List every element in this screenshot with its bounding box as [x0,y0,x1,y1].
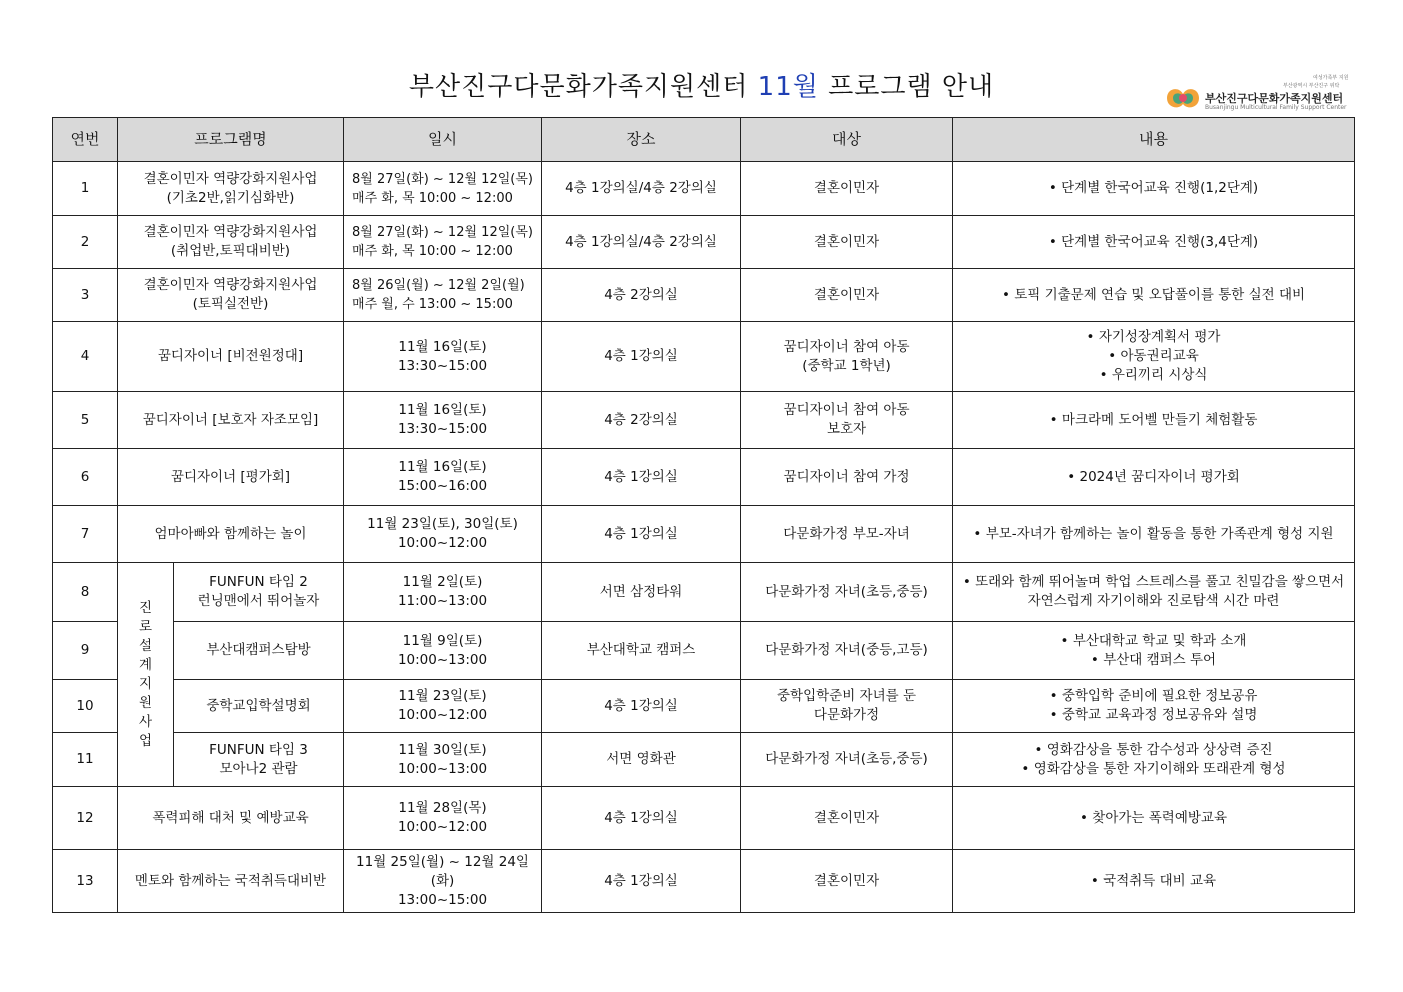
program-name [118,216,344,269]
program-date-line: 8월 27일(화) ~ 12월 12일(목) [352,171,533,187]
program-content-item: • 부모-자녀가 함께하는 놀이 활동을 통한 가족관계 형성 지원 [957,525,1350,544]
program-place [542,216,741,269]
program-place [542,269,741,322]
program-place [542,622,741,680]
program-target-line: 꿈디자이너 참여 아동 [783,338,910,355]
group-label-char: 사 [138,713,153,730]
program-name-line: (기초2반,읽기심화반) [166,189,295,206]
program-target [741,392,953,449]
program-content [953,563,1355,622]
program-content-item: • 국적취득 대비 교육 [957,872,1350,891]
program-date-line: 11월 28일(목) [398,800,487,816]
group-label-char: 업 [138,732,153,749]
header-date: 일시 [344,118,542,162]
program-place [542,733,741,787]
program-target-line: 결혼이민자 [813,233,880,250]
logo-sponsor-line: 여성가족부 지원 [1313,75,1349,81]
program-place-line: 부산대학교 캠퍼스 [586,642,696,658]
program-content-item: • 단계별 한국어교육 진행(1,2단계) [957,179,1350,198]
program-target-line: (중학교 1학년) [802,357,891,374]
program-target-line: 꿈디자이너 참여 아동 [783,402,910,418]
program-name [118,449,344,506]
table-row [53,392,1355,449]
program-content-item: • 부산대학교 학교 및 학과 소개 [957,632,1350,651]
group-label-char: 로 [138,618,153,635]
logo-emblem-icon [1163,82,1203,112]
table-row [53,680,1355,733]
row-number: 10 [53,680,118,733]
title-month: 11월 [757,72,819,102]
row-number: 8 [53,563,118,622]
program-place-line: 4층 1강의실 [604,809,678,826]
program-date [344,269,542,322]
program-content [953,216,1355,269]
program-name [118,392,344,449]
program-date-line: 11월 9일(토) [402,632,483,649]
program-place [542,787,741,850]
table-row [53,733,1355,787]
table-row [53,269,1355,322]
program-table [52,117,1355,913]
program-date [344,733,542,787]
program-target-line: 결혼이민자 [813,809,880,826]
row-number: 9 [53,622,118,680]
program-date [344,563,542,622]
program-place [542,322,741,392]
program-content-item: • 부산대 캠퍼스 투어 [957,651,1350,670]
program-target-line: 다문화가정 자녀(초등,중등) [765,583,928,600]
program-date [344,850,542,913]
program-date-line: 11월 16일(토) [398,402,487,418]
group-label-char: 지 [138,675,153,692]
program-target-line: 결혼이민자 [813,286,880,303]
logo-operator-line: 부산광역시 부산진구 위탁 [1283,83,1340,89]
program-date [344,162,542,216]
program-date-line: 15:00~16:00 [397,478,488,494]
program-place-line: 4층 1강의실/4층 2강의실 [565,180,717,196]
program-content [953,269,1355,322]
program-date-line: 8월 27일(화) ~ 12월 12일(목) [352,225,533,240]
group-label-char: 진 [138,599,153,616]
program-date [344,787,542,850]
program-name-line: 멘토와 함께하는 국적취득대비반 [134,872,327,889]
row-number: 7 [53,506,118,563]
program-name [174,680,344,733]
row-number: 3 [53,269,118,322]
table-row [53,449,1355,506]
program-target [741,622,953,680]
row-number: 4 [53,322,118,392]
program-place-line: 4층 1강의실 [604,872,678,889]
program-target-line: 보호자 [826,421,867,437]
program-place-line: 4층 1강의실 [604,697,678,714]
program-content [953,449,1355,506]
program-date [344,506,542,563]
program-content-item: • 우리끼리 시상식 [957,366,1350,385]
program-date-line: 11:00~13:00 [397,593,488,609]
program-name [118,787,344,850]
program-content-item: • 단계별 한국어교육 진행(3,4단계) [957,233,1350,252]
program-date [344,680,542,733]
table-row [53,162,1355,216]
row-number: 5 [53,392,118,449]
program-target-line: 다문화가정 자녀(중등,고등) [765,642,928,658]
program-name-line: FUNFUN 타임 3 [209,741,308,758]
program-content-item: • 아동권리교육 [957,347,1350,366]
program-date-line: 13:30~15:00 [397,357,488,374]
program-name [118,322,344,392]
header-row [53,118,1355,162]
program-date-line: 매주 화, 목 10:00 ~ 12:00 [352,190,513,206]
program-name [118,269,344,322]
program-date-line: 10:00~13:00 [397,651,488,668]
title-prefix: 부산진구다문화가족지원센터 [408,72,749,102]
program-content [953,322,1355,392]
program-content-item: • 자기성장계획서 평가 [957,328,1350,347]
header-target: 대상 [741,118,953,162]
program-date-line: 매주 월, 수 13:00 ~ 15:00 [352,297,513,312]
table-row [53,322,1355,392]
program-target-line: 중학입학준비 자녀를 둔 [777,688,917,704]
program-date-line: 11월 16일(토) [398,338,487,355]
program-place [542,563,741,622]
table-row [53,563,1355,622]
program-place [542,449,741,506]
program-name-line: 엄마아빠와 함께하는 놀이 [154,525,307,542]
title-suffix: 프로그램 안내 [828,72,995,102]
program-target-line: 다문화가정 부모-자녀 [783,525,910,542]
row-number: 12 [53,787,118,850]
program-name-line: 꿈디자이너 [보호자 자조모임] [142,411,319,428]
program-content-item: • 2024년 꿈디자이너 평가회 [957,468,1350,487]
program-target [741,449,953,506]
program-content [953,733,1355,787]
row-number: 2 [53,216,118,269]
program-date-line: 10:00~12:00 [397,707,488,723]
program-name-line: 꿈디자이너 [비전원정대] [157,348,304,364]
program-date-line: 매주 화, 목 10:00 ~ 12:00 [352,244,513,259]
program-target-line: 꿈디자이너 참여 가정 [783,468,910,485]
program-content-item: • 또래와 함께 뛰어놀며 학업 스트레스를 풀고 친밀감을 쌓으면서 자연스럽게 자기이해와 진로탐색 시간 마련 [957,573,1350,611]
program-target [741,733,953,787]
program-name [118,162,344,216]
program-target [741,850,953,913]
program-date-line: 13:30~15:00 [397,421,488,437]
program-content [953,506,1355,563]
group-label-char: 계 [138,656,153,673]
group-label-char: 원 [138,694,153,711]
program-date-line: 11월 23일(토) [398,688,487,704]
header-content: 내용 [953,118,1355,162]
program-date-line: 8월 26일(월) ~ 12월 2일(월) [352,278,525,293]
center-logo [1163,74,1353,114]
program-date-line: 11월 25일(월) ~ 12월 24일(화) [356,853,529,889]
program-name-line: 중학교입학설명회 [206,697,311,714]
program-target-line: 결혼이민자 [813,872,880,889]
logo-center-name: 부산진구다문화가족지원센터 [1205,92,1344,105]
program-place [542,506,741,563]
program-date-line: 11월 16일(토) [398,459,487,475]
program-content-item: • 찾아가는 폭력예방교육 [957,809,1350,828]
program-name-line: (토픽실전반) [192,296,269,312]
program-date-line: 10:00~12:00 [397,819,488,835]
program-place-line: 4층 1강의실 [604,468,678,485]
program-target [741,506,953,563]
program-content-item: • 영화감상을 통한 감수성과 상상력 증진 [957,741,1350,760]
table-row [53,622,1355,680]
row-number: 1 [53,162,118,216]
program-name-line: 폭력피해 대처 및 예방교육 [152,809,309,826]
program-name [118,506,344,563]
program-target-line: 다문화가정 자녀(초등,중등) [765,751,928,767]
program-place-line: 4층 1강의실/4층 2강의실 [565,233,717,250]
program-place-line: 서면 영화관 [606,751,676,767]
program-target [741,216,953,269]
logo-english-name: Busanjingu Multicultural Family Support Center [1205,104,1347,111]
program-content [953,787,1355,850]
program-place-line: 4층 2강의실 [604,411,678,428]
program-content-item: • 영화감상을 통한 자기이해와 또래관계 형성 [957,760,1350,779]
program-name-line: 부산대캠퍼스탐방 [206,642,311,658]
program-date [344,449,542,506]
table-row [53,216,1355,269]
row-number: 11 [53,733,118,787]
program-place-line: 4층 2강의실 [604,286,678,303]
program-date-line: 13:00~15:00 [397,891,488,908]
program-date-line: 10:00~13:00 [397,760,488,777]
program-date [344,392,542,449]
program-place-line: 서면 삼정타워 [599,583,683,600]
program-date [344,622,542,680]
program-target [741,322,953,392]
program-content-item: • 토픽 기출문제 연습 및 오답풀이를 통한 실전 대비 [957,286,1350,305]
program-name-line: FUNFUN 타임 2 [209,574,308,590]
program-target-line: 결혼이민자 [813,180,880,196]
program-name [174,622,344,680]
row-number: 6 [53,449,118,506]
program-place-line: 4층 1강의실 [604,348,678,364]
program-date-line: 11월 2일(토) [402,574,483,590]
program-name-line: 런닝맨에서 뛰어놀자 [197,593,320,609]
program-content [953,162,1355,216]
header-program: 프로그램명 [118,118,344,162]
program-name-line: 모아나2 관람 [219,760,298,777]
program-name-line: 결혼이민자 역량강화지원사업 [143,277,318,293]
table-row [53,850,1355,913]
table-row [53,506,1355,563]
header-place: 장소 [542,118,741,162]
program-name-line: 꿈디자이너 [평가회] [170,468,291,485]
group-label-char: 설 [138,637,153,654]
program-date-line: 10:00~12:00 [397,535,488,551]
program-date-line: 11월 23일(토), 30일(토) [367,516,518,532]
program-target [741,162,953,216]
program-name [174,563,344,622]
program-name [174,733,344,787]
group-label-career-design [118,563,174,787]
program-target [741,680,953,733]
program-target [741,269,953,322]
program-date-line: 11월 30일(토) [398,741,487,758]
program-target [741,563,953,622]
program-content [953,622,1355,680]
program-target-line: 다문화가정 [813,707,880,723]
row-number: 13 [53,850,118,913]
program-place [542,392,741,449]
header-no: 연번 [53,118,118,162]
table-row [53,787,1355,850]
program-target [741,787,953,850]
program-content-item: • 중학입학 준비에 필요한 정보공유 [957,687,1350,706]
program-place [542,850,741,913]
program-place [542,680,741,733]
program-content-item: • 중학교 교육과정 정보공유와 설명 [957,706,1350,725]
program-content [953,680,1355,733]
program-name-line: (취업반,토픽대비반) [170,243,291,259]
program-name-line: 결혼이민자 역량강화지원사업 [143,170,318,187]
program-name-line: 결혼이민자 역량강화지원사업 [143,224,318,240]
program-content [953,850,1355,913]
program-date [344,216,542,269]
program-name [118,850,344,913]
program-content-item: • 마크라메 도어벨 만들기 체험활동 [957,411,1350,430]
program-place-line: 4층 1강의실 [604,525,678,542]
program-date [344,322,542,392]
program-content [953,392,1355,449]
program-place [542,162,741,216]
